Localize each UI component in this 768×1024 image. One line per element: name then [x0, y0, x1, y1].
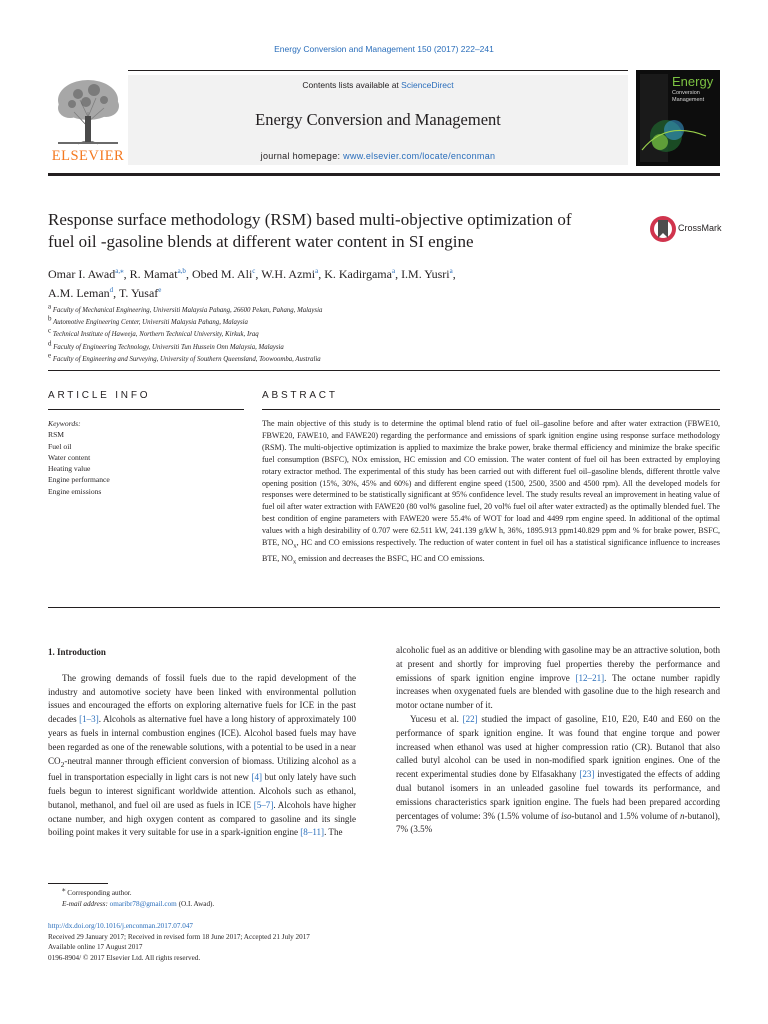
body-text: Yucesu et al.	[410, 713, 463, 724]
received-dates: Received 29 January 2017; Received in revised form 18 June 2017; Accepted 21 July 2017	[48, 932, 310, 941]
publication-info	[48, 921, 548, 963]
nox-subscript: x	[292, 558, 297, 566]
footnote-rule	[48, 883, 108, 884]
affiliation-key: c	[48, 327, 52, 336]
abstract-bottom-rule	[48, 607, 720, 608]
abstract-text-part: emission and decreases the BSFC, HC and CO emissions.	[296, 553, 485, 563]
author-list	[48, 265, 668, 302]
journal-homepage-line	[128, 151, 628, 161]
elsevier-wordmark: ELSEVIER	[51, 148, 125, 164]
affiliation-text: Faculty of Engineering and Surveying, University of Southern Queensland, Toowoomba, Australia	[52, 355, 321, 363]
author-affiliation-marker[interactable]: d	[109, 285, 114, 294]
keyword-item: Engine emissions	[48, 486, 102, 496]
author-name[interactable]: K. Kadirgama	[324, 267, 392, 281]
keyword-list	[48, 418, 244, 497]
author-name[interactable]: W.H. Azmi	[261, 267, 316, 281]
affiliation-key: d	[48, 339, 52, 348]
email-link[interactable]: omaribr78@gmail.com	[109, 900, 177, 908]
crossmark-label[interactable]: CrossMark	[678, 223, 722, 233]
author-affiliation-marker[interactable]: a,b	[177, 267, 186, 275]
contents-line	[128, 80, 628, 90]
online-date: Available online 17 August 2017	[48, 943, 143, 952]
author-name[interactable]: I.M. Yusri	[401, 267, 450, 281]
keywords-label: Keywords:	[48, 419, 81, 428]
affiliation-key: e	[48, 351, 52, 360]
keyword-item: Water content	[48, 452, 91, 462]
affiliation-item	[48, 351, 668, 366]
author-name[interactable]: T. Yusaf	[118, 285, 159, 300]
author-separator: ,	[185, 267, 192, 281]
affiliation-item	[48, 302, 668, 317]
nox-subscript: x	[293, 542, 297, 550]
keyword-item: Fuel oil	[48, 441, 72, 451]
affiliation-list	[48, 302, 668, 366]
author-separator: ,	[318, 267, 325, 281]
author-affiliation-marker[interactable]: a	[391, 267, 396, 275]
author-name[interactable]: A.M. Leman	[48, 285, 110, 300]
article-title	[48, 209, 648, 252]
affiliation-text: Automotive Engineering Center, Universiti Malaysia Pahang, Malaysia	[53, 319, 248, 327]
author-affiliation-marker[interactable]: c	[252, 267, 256, 275]
author-affiliation-marker[interactable]: e	[158, 285, 162, 294]
sciencedirect-link[interactable]: ScienceDirect	[401, 80, 454, 90]
author-affiliation-marker[interactable]: a	[315, 267, 319, 275]
corresponding-mark: ⁎	[62, 885, 66, 894]
corresponding-text: Corresponding author.	[65, 889, 132, 897]
keyword-item: Heating value	[48, 464, 91, 474]
abstract-heading: ABSTRACT	[262, 390, 338, 401]
body-text: . Alcohols as alternative fuel have a long history of approximately 100 years as fuels in internal combustion engines (ICE). Alcohol based fuels may have been regarded as one of the renewable solutions, with a potential to be used in a near CO	[48, 714, 356, 766]
body-text: . Alcohols have higher octane number, and high oxygen content as compared to gasoline and its single boiling point makes it very suitable for use in a spark-ignition engine	[48, 799, 356, 838]
abstract-text-part: , HC and CO emissions respectively. The reduction of water content in fuel oil has a statistical significance influence to increases BTE, NO	[262, 538, 720, 563]
contents-prefix: Contents lists available at	[302, 80, 402, 90]
affiliation-item	[48, 339, 668, 354]
keyword-item: Engine performance	[48, 475, 110, 485]
author-separator: ,	[123, 267, 130, 281]
author-affiliation-marker[interactable]: a	[449, 267, 453, 275]
body-text: investigated the effects of adding dual butanol isomers in an unleaded gasoline fuel towards its performance, and emissions characteristics spark ignition engine. The fuels had been prepared according percentages of volume: 3% (1.5% volume of	[396, 769, 720, 821]
body-column-right	[396, 644, 720, 837]
body-text: but only lately have such fuels begun to interest significant worldwide attention. Alcohols such as ethanol, butanol, methanol, and fuel oil are used as fuels in ICE	[48, 772, 356, 810]
body-paragraph	[396, 644, 720, 713]
keyword-item: RSM	[48, 430, 65, 440]
affiliation-key: b	[48, 314, 52, 323]
journal-homepage-link[interactable]: www.elsevier.com/locate/enconman	[343, 151, 496, 161]
co2-subscript: 2	[60, 759, 65, 769]
abstract-body	[262, 418, 720, 568]
body-text: . The octane number rapidly increases when oxygenated fuels are blended with gasoline due to the high research and motor octane number of it.	[396, 672, 720, 711]
affiliation-text: Faculty of Engineering Technology, Universiti Tun Hussein Onn Malaysia, Malaysia	[53, 343, 284, 351]
email-suffix: (O.I. Awad).	[176, 900, 215, 908]
footnotes	[62, 885, 462, 910]
corresponding-author-note	[62, 885, 462, 899]
cover-title: Energy	[672, 74, 714, 89]
title-block-rule	[48, 370, 720, 371]
reference-link[interactable]: [8–11]	[300, 827, 325, 838]
author-name[interactable]: R. Mamat	[129, 267, 178, 281]
masthead-top-rule	[128, 70, 628, 71]
body-text: studied the impact of gasoline, E10, E20, E40 and E60 on the performance of spark ignition engine. It was found that engine torque and power increased when ethanol was used at higher compression ratio (CR). Butanol that also called butyl alcohol can be used in non-modified spark ignition engines. One of the recent experimental studies done by Elfasakhany	[396, 713, 721, 780]
body-paragraph	[48, 672, 356, 840]
email-note	[62, 899, 462, 910]
author-name[interactable]: Obed M. Ali	[191, 267, 253, 281]
journal-citation-link[interactable]: Energy Conversion and Management 150 (2017) 222–241	[274, 44, 494, 54]
introduction-heading: 1. Introduction	[48, 647, 106, 657]
body-paragraph	[396, 713, 720, 837]
body-text: -butanol and 1.5% volume of	[571, 810, 681, 821]
abstract-rule	[262, 409, 720, 410]
cover-subtitle	[672, 90, 704, 103]
affiliation-item	[48, 329, 668, 341]
doi-link[interactable]: http://dx.doi.org/10.1016/j.enconman.2017.07.047	[48, 922, 194, 930]
reference-link[interactable]: [23]	[579, 769, 595, 780]
author-affiliation-marker[interactable]: a,⁎	[115, 267, 124, 275]
body-text: -butanol), 7% (3.5%	[396, 810, 720, 835]
italic-iso: iso	[560, 810, 572, 821]
author-separator: ,	[452, 267, 456, 281]
article-info-rule	[48, 409, 244, 410]
body-text: alcoholic fuel as an additive or blending with gasoline may be an attractive solution, both at present and shortly for improving fuel properties thereby the performance and emissions of spark ignition engine improve	[396, 645, 720, 683]
article-title-line-1: Response surface methodology (RSM) based multi-objective optimization of	[48, 210, 572, 229]
article-title-line-2: fuel oil -gasoline blends at different water content in SI engine	[48, 231, 474, 251]
affiliation-item	[48, 314, 668, 329]
masthead-bottom-rule	[48, 173, 720, 176]
reference-link[interactable]: [1–3]	[79, 714, 99, 725]
affiliation-text: Technical Institute of Haweeja, Northern Technical University, Kirkuk, Iraq	[52, 331, 259, 339]
reference-link[interactable]: [22]	[462, 713, 478, 724]
author-name[interactable]: Omar I. Awad	[48, 267, 116, 281]
author-separator: ,	[113, 285, 119, 300]
reference-link[interactable]: [5–7]	[253, 799, 274, 810]
body-text: The growing demands of fossil fuels due to the rapid development of the industry and automotive society have been linked with environmental pollution issues and encouraged the efforts on exploring alternative fuels for ICE in the past decades	[48, 672, 356, 725]
author-separator: ,	[395, 267, 402, 281]
body-text: . The	[324, 827, 343, 838]
affiliation-key: a	[48, 302, 52, 311]
homepage-prefix: journal homepage:	[260, 151, 344, 161]
reference-link[interactable]: [12–21]	[575, 672, 605, 683]
journal-name: Energy Conversion and Management	[255, 110, 501, 129]
abstract-text-part: The main objective of this study is to determine the optimal blend ratio of fuel oil–gasoline before and after water extraction (FBWE10, FBWE20, FAWE10, and FAWE20) regarding the performance and emissions of spark ignition engine using response surface methodology (RSM). The multi-objective optimization is applied to maximize the brake power, brake thermal efficiency and minimize the brake specific fuel consumption (BSFC), NOx emission, HC emission and CO emission. The water content of fuel oil has been extracted by employing rotary extractor method. The experimental of this study has been carried out with different fuel oil–gasoline blends, different throttle valve opening position (15%, 30%, 45% and 60%) and different engine speed (1500, 2500, 3500 and 4500 rpm). All the developed models for responses were determined to be statistically significant at 95% confidence level. The study results reveal an improvement in heating value of fuel oil after water extraction with FAWE20 (80 vol% gasoline fuel, 20 vol% fuel oil after water extracted) as the optimally blended fuel. The best condition of engine parameters with FAWE20 were 55.4% of WOT for load and 4499 rpm engine speed. In additional of the optimal values with a high desirability of 0.707 were 62.511 kW, 241.139 g/kW h, 36%, 1895.913 ppm140.829 ppm and % for brake power, BSFC, BTE, NO	[262, 419, 720, 548]
reference-link[interactable]: [4]	[251, 772, 263, 783]
body-text: -neutral manner through efficient conversion of biomass. Utilizing alcohol as a fuel in transportation especially in light cars is not new	[48, 755, 356, 783]
italic-n: n	[680, 810, 685, 821]
affiliation-text: Faculty of Mechanical Engineering, Universiti Malaysia Pahang, 26600 Pekan, Pahang, Malaysia	[52, 307, 323, 314]
copyright: 0196-8904/ © 2017 Elsevier Ltd. All rights reserved.	[48, 953, 201, 962]
cover-sub-line-1: Conversion	[672, 90, 700, 96]
email-label: E-mail address:	[62, 900, 110, 908]
author-separator: ,	[255, 267, 262, 281]
cover-sub-line-2: Management	[672, 96, 705, 103]
article-info-heading: ARTICLE INFO	[48, 390, 151, 401]
body-column-left	[48, 646, 356, 840]
journal-cover-thumbnail[interactable]	[636, 70, 720, 166]
